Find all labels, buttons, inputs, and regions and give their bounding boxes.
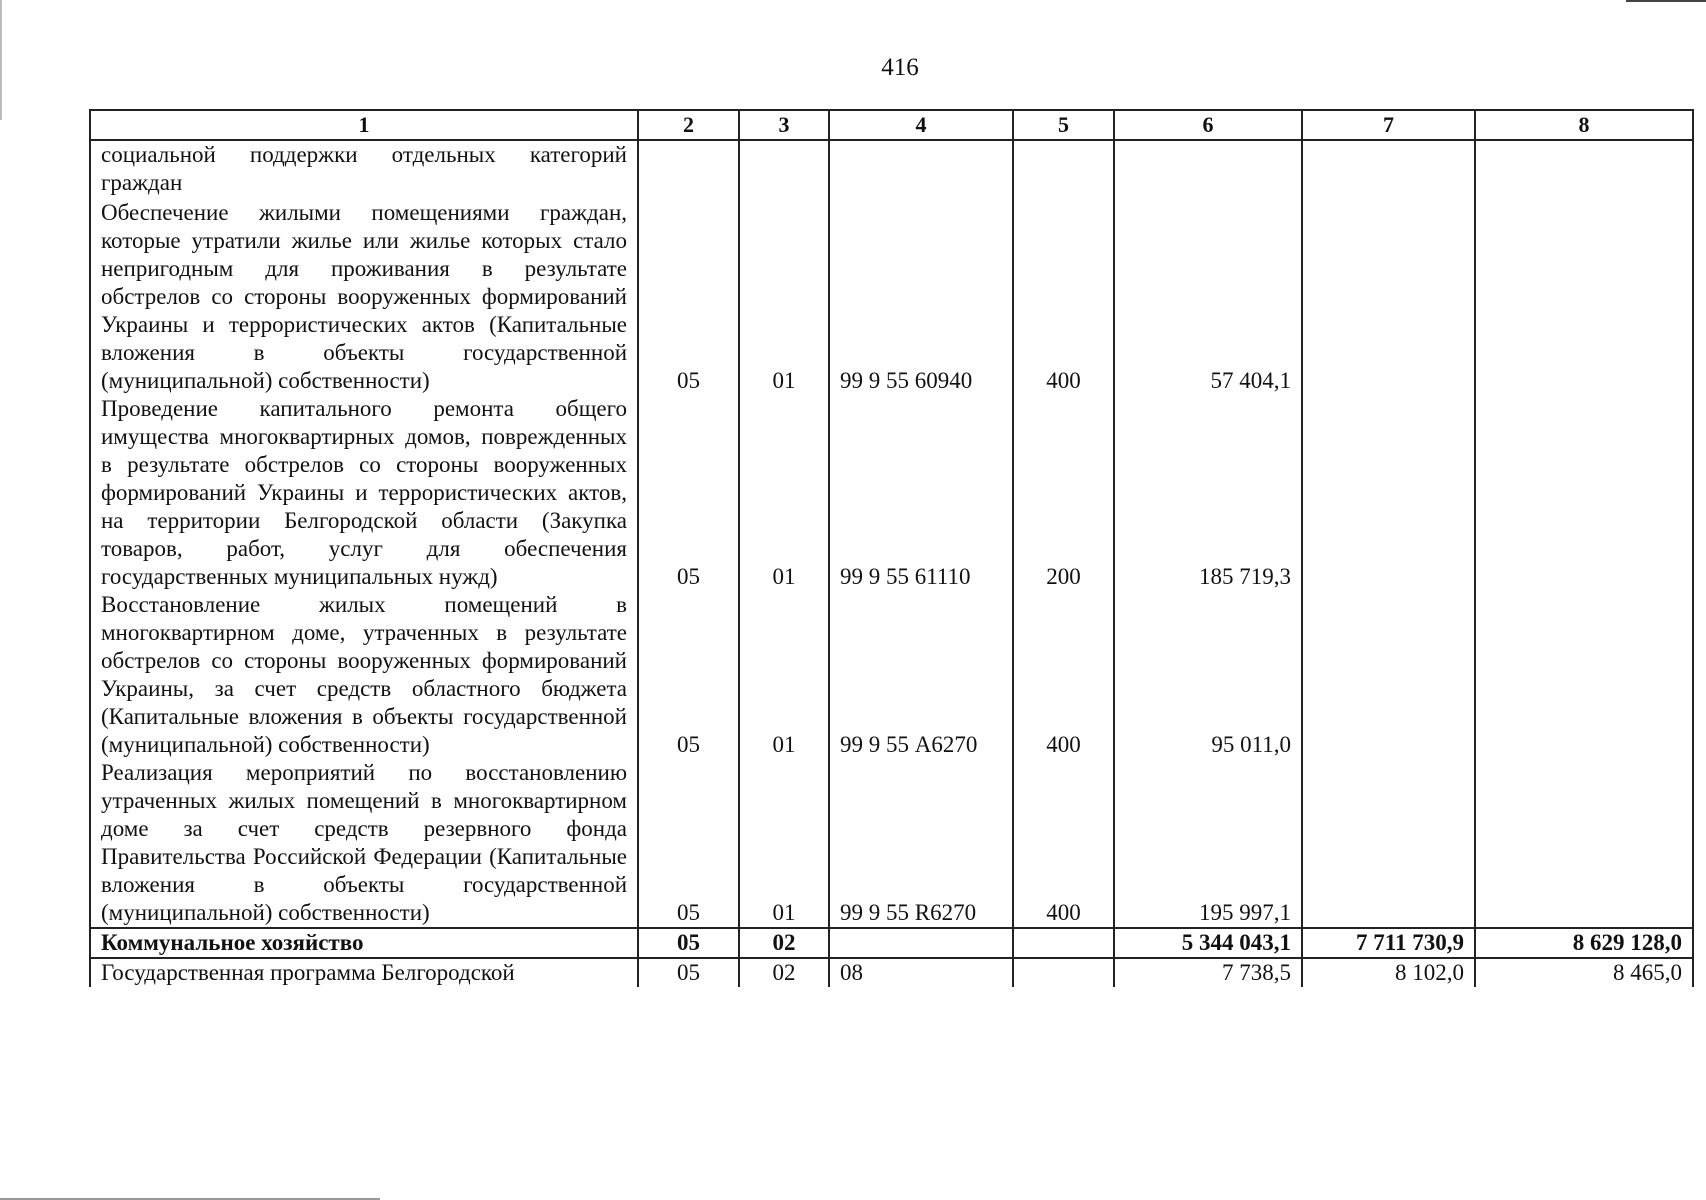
row-subsection: 01: [739, 395, 829, 591]
row-expense-type: [1013, 140, 1114, 199]
row-amount-col6: 5 344 043,1: [1114, 928, 1302, 958]
column-header-3: 3: [739, 110, 829, 140]
row-subsection: 02: [739, 958, 829, 987]
row-amount-col7: [1302, 199, 1475, 395]
row-target-article: 99 9 55 А6270: [829, 591, 1013, 759]
table-row-subtotal: [90, 928, 1693, 958]
row-section: 05: [638, 759, 739, 928]
row-expense-type: 200: [1013, 395, 1114, 591]
row-expense-type: 400: [1013, 199, 1114, 395]
row-target-article: 08: [829, 958, 1013, 987]
column-header-4: 4: [829, 110, 1013, 140]
row-section: [638, 140, 739, 199]
row-amount-col8: [1475, 140, 1693, 199]
column-header-7: 7: [1302, 110, 1475, 140]
row-subsection: 02: [739, 928, 829, 958]
corner-mark-top-right: [1626, 0, 1706, 2]
row-description: Восстановление жилых помещений в многоквартирном доме, утраченных в результате обстрелов со стороны вооруженных формирований Украины, за счет средств областного бюджета (Капитальные вложения в объекты государственной (муниципальной) собственности): [90, 591, 638, 759]
row-amount-col6: 7 738,5: [1114, 958, 1302, 987]
column-header-5: 5: [1013, 110, 1114, 140]
page-number: 416: [881, 54, 919, 81]
row-amount-col6: 95 011,0: [1114, 591, 1302, 759]
row-subsection: 01: [739, 199, 829, 395]
row-expense-type: 400: [1013, 591, 1114, 759]
row-expense-type: [1013, 928, 1114, 958]
row-target-article: [829, 140, 1013, 199]
table-row: [90, 199, 1693, 395]
table-row: [90, 958, 1693, 987]
row-subsection: [739, 140, 829, 199]
row-amount-col8: [1475, 759, 1693, 928]
table-row: [90, 140, 1693, 199]
column-header-6: 6: [1114, 110, 1302, 140]
row-target-article: [829, 928, 1013, 958]
row-description: Проведение капитального ремонта общего имущества многоквартирных домов, поврежденных в результате обстрелов со стороны вооруженных формирований Украины и террористических актов, на территории Белгородской области (Закупка товаров, работ, услуг для обеспечения государственных муниципальных нужд): [90, 395, 638, 591]
row-description: Государственная программа Белгородской: [90, 958, 638, 987]
row-amount-col8: [1475, 591, 1693, 759]
row-amount-col6: 195 997,1: [1114, 759, 1302, 928]
row-amount-col8: [1475, 395, 1693, 591]
row-amount-col8: 8 629 128,0: [1475, 928, 1693, 958]
row-section: 05: [638, 928, 739, 958]
row-amount-col7: [1302, 591, 1475, 759]
row-section: 05: [638, 958, 739, 987]
row-description: Реализация мероприятий по восстановлению утраченных жилых помещений в многоквартирном доме за счет средств резервного фонда Правительства Российской Федерации (Капитальные вложения в объекты государственной (муниципальной) собственности): [90, 759, 638, 928]
row-section: 05: [638, 199, 739, 395]
row-amount-col8: [1475, 199, 1693, 395]
row-subsection: 01: [739, 759, 829, 928]
table-row: [90, 759, 1693, 928]
row-section: 05: [638, 591, 739, 759]
column-header-8: 8: [1475, 110, 1693, 140]
row-amount-col6: [1114, 140, 1302, 199]
row-section: 05: [638, 395, 739, 591]
row-expense-type: 400: [1013, 759, 1114, 928]
row-description: Коммунальное хозяйство: [90, 928, 638, 958]
table-header-row: [90, 110, 1693, 140]
row-amount-col6: 185 719,3: [1114, 395, 1302, 591]
column-header-1: 1: [90, 110, 638, 140]
row-amount-col8: 8 465,0: [1475, 958, 1693, 987]
row-target-article: 99 9 55 61110: [829, 395, 1013, 591]
row-description: Обеспечение жилыми помещениями граждан, которые утратили жилье или жилье которых стало непригодным для проживания в результате обстрелов со стороны вооруженных формирований Украины и террористических актов (Капитальные вложения в объекты государственной (муниципальной) собственности): [90, 199, 638, 395]
column-header-2: 2: [638, 110, 739, 140]
row-amount-col6: 57 404,1: [1114, 199, 1302, 395]
budget-table: [89, 109, 1694, 987]
row-expense-type: [1013, 958, 1114, 987]
row-amount-col7: [1302, 140, 1475, 199]
table-row: [90, 395, 1693, 591]
row-subsection: 01: [739, 591, 829, 759]
row-target-article: 99 9 55 60940: [829, 199, 1013, 395]
row-amount-col7: 8 102,0: [1302, 958, 1475, 987]
row-description: социальной поддержки отдельных категорий граждан: [90, 140, 638, 199]
row-target-article: 99 9 55 R6270: [829, 759, 1013, 928]
row-amount-col7: [1302, 395, 1475, 591]
table-row: [90, 591, 1693, 759]
row-amount-col7: 7 711 730,9: [1302, 928, 1475, 958]
row-amount-col7: [1302, 759, 1475, 928]
